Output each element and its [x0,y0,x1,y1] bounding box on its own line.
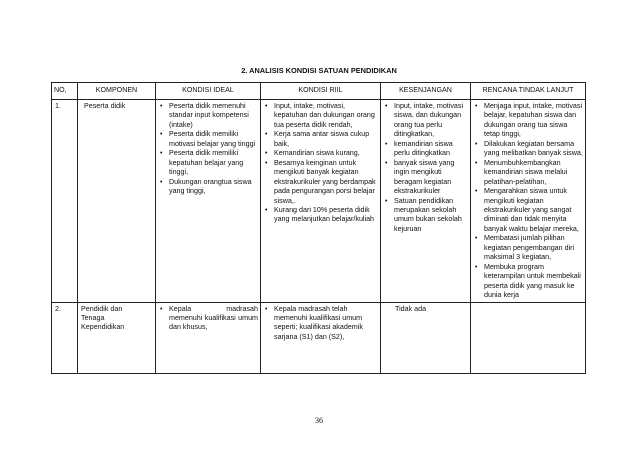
bullet-list [159,102,258,197]
table-row [52,302,586,373]
cell-kondisi-ideal [156,302,261,373]
list-item: • Kerja sama antar siswa cukup baik, [265,130,370,148]
cell-kondisi-riil [261,100,381,303]
row-komponen: Peserta didik [78,100,156,303]
table-row [52,100,586,303]
list-item: • Dukungan orangtua siswa yang tinggi, [160,177,252,196]
header-komponen: KOMPONEN [78,83,156,100]
header-kondisi-riil: KONDISI RIIL [261,83,381,100]
row-number: 2. [52,302,78,373]
cell-kesenjangan [381,100,471,303]
header-kesenjangan: KESENJANGAN [381,83,471,100]
list-item: • Kepala madrasah telah memenuhi kualifikasi umum seperti; kualifikasi akademik sarjana (S1) dan (S2), [265,304,363,341]
page-number: 36 [315,416,323,425]
bullet-icon: • [160,178,163,186]
bullet-icon: • [385,159,388,167]
list-item: • Menjaga input, intake, motivasi belajar, kepatuhan siswa dan dukungan orang tua siswa tetap tinggi, [475,102,583,139]
bullet-icon: • [265,305,268,313]
bullet-list [264,305,378,343]
header-kondisi-ideal: KONDISI IDEAL [156,83,261,100]
row-komponen: Pendidik dan Tenaga Kependidikan [78,302,156,373]
bullet-icon: • [475,103,478,110]
bullet-icon: • [160,103,163,110]
bullet-icon: • [475,235,478,243]
bullet-list [159,305,258,333]
bullet-icon: • [160,305,163,313]
cell-kondisi-ideal [156,100,261,303]
list-item: • Kemandirian siswa kurang, [265,149,360,158]
bullet-icon: • [475,140,478,148]
bullet-icon: • [265,206,268,214]
bullet-list [474,102,583,301]
bullet-icon: • [265,159,268,167]
list-item: • Membuka program keterampilan untuk membekali peserta didik yang masuk ke dunia kerja [475,262,581,300]
bullet-icon: • [265,103,268,110]
list-item: • Peserta didik memiliki kepatuhan belajar yang tinggi, [160,149,244,177]
list-item: • Input, intake, motivasi, kepatuhan dan dukungan orang tua peserta didik rendah, [265,102,375,129]
list-item: • Menumbuhkembangkan kemandirian siswa melalui pelatihan-pelatihan, [475,158,568,186]
list-item: • Peserta didik memiliki motivasi belajar yang tinggi [160,130,256,148]
bullet-icon: • [265,131,268,139]
bullet-icon: • [385,197,388,205]
bullet-icon: • [265,150,268,158]
list-item: • Kepala madrasah memenuhi kualifikasi umum dan khusus, [160,304,258,332]
cell-rencana-tindak-lanjut [471,100,586,303]
list-item: • Mengarahkan siswa untuk mengikuti kegiatan ekstrakurikuler yang sangat diminati dan tidak menyita banyak waktu belajar mereka, [475,187,579,233]
bullet-icon: • [160,131,163,139]
bullet-list [384,102,468,234]
list-item: • Input, intake, motivasi siswa, dan dukungan orang tua perlu ditingkatkan, [385,102,464,139]
header-rencana-tindak-lanjut: RENCANA TINDAK LANJUT [471,83,586,100]
bullet-icon: • [385,103,388,110]
list-item: • kemandirian siswa perlu ditingkatkan [385,139,453,158]
analysis-table [51,82,586,374]
list-item: • Satuan pendidikan merupakan sekolah umum bukan sekolah kejuruan [385,196,462,233]
header-no: NO, [52,83,78,100]
list-item: • Peserta didik memenuhi standar input kompetensi (intake) [160,102,249,129]
cell-kondisi-riil [261,302,381,373]
bullet-list [264,102,378,225]
cell-kesenjangan: Tidak ada [381,302,471,373]
list-item: • Besarnya keinginan untuk mengikuti banyak kegiatan ekstrakurikuler yang berdampak pada pengurangan porsi belajar siswa,. [265,158,376,205]
list-item: • Kurang dari 10% peserta didik yang melanjutkan belajar/kuliah [265,205,375,224]
header-row [52,83,586,100]
list-item: • Dilakukan kegiatan bersama yang melibatkan banyak siswa, [475,139,583,158]
bullet-icon: • [160,150,163,158]
bullet-icon: • [385,140,388,148]
cell-rencana-tindak-lanjut [471,302,586,373]
list-item: • Membatasi jumlah pilihan kegiatan pengembangan diri maksimal 3 kegiatan, [475,234,575,262]
section-title: 2. ANALISIS KONDISI SATUAN PENDIDIKAN [241,66,397,75]
bullet-icon: • [475,263,478,271]
bullet-icon: • [475,159,478,167]
bullet-icon: • [475,188,478,196]
list-item: • banyak siswa yang ingin mengikuti beragam kegiatan ekstrakurikuler [385,158,455,196]
row-number: 1. [52,100,78,303]
